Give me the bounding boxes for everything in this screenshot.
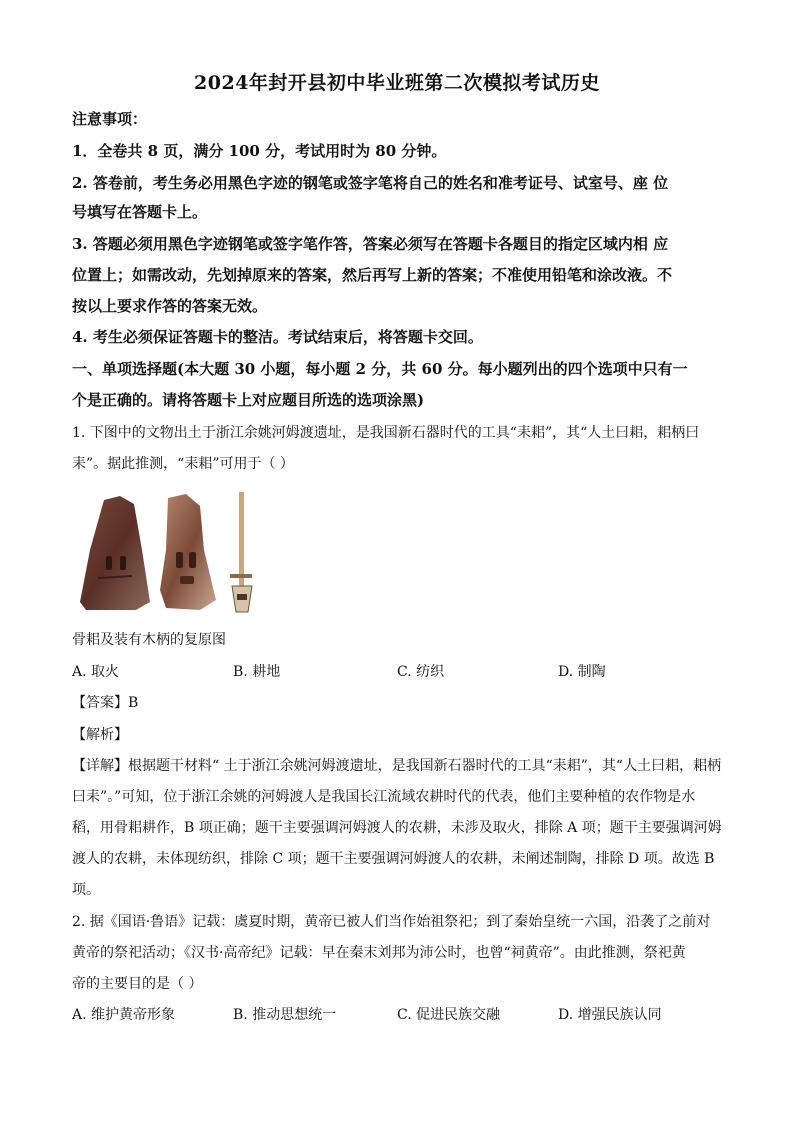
exam-title: 2024年封开县初中毕业班第二次模拟考试历史 [194,72,600,94]
detail-line: 稻，用骨耜耕作，B 项正确；题干主要强调河姆渡人的农耕，未涉及取火，排除 A 项；题干主要强调河姆 [72,820,722,836]
notice-line: 2. 答卷前，考生务必用黑色字迹的钢笔或签字笔将自己的姓名和准考证号、试室号、座 位 [72,174,669,192]
notice-line: 3. 答题必须用黑色字迹钢笔或签字笔作答，答案必须写在答题卡各题目的指定区域内相 应 [72,235,669,253]
bone-plough-front-view [80,496,150,610]
bone-plough-back-view [160,494,216,610]
option-b: B. 耕地 [233,664,281,680]
option-c: C. 纺织 [397,664,445,680]
question-2-stem: 帝的主要目的是（ ） [72,976,203,992]
notice-line: 号填写在答题卡上。 [72,203,208,221]
question-2-stem: 黄帝的祭祀活动；《汉书·高帝纪》记载：早在秦末刘邦为沛公时，也曾“祠黄帝”。由此推测，祭祀黄 [72,945,686,961]
notice-line: 4. 考生必须保证答题卡的整洁。考试结束后，将答题卡交回。 [72,328,483,346]
wooden-handle-reconstruction [230,492,252,612]
question-2-stem: 2. 据《国语·鲁语》记载：虞夏时期，黄帝已被人们当作始祖祭祀；到了秦始皇统一六国，沿袭了之前对 [72,914,711,930]
detail-line: 渡人的农耕，未体现纺织，排除 C 项；题干主要强调河姆渡人的农耕，未阐述制陶，排除 D 项。故选 B [72,851,715,867]
bone-plough-figure [76,490,276,620]
detail-line: 项。 [72,882,100,898]
notice-line: 1．全卷共 8 页，满分 100 分，考试用时为 80 分钟。 [72,142,447,160]
figure-caption: 骨耜及装有木柄的复原图 [72,632,226,648]
detail-line: 曰耒”。”可知，位于浙江余姚的河姆渡人是我国长江流域农耕时代的代表，他们主要种植的农作物是水 [72,789,696,805]
option-a: A. 取火 [72,664,120,680]
option-d: D. 制陶 [558,664,606,680]
notice-line: 位置上；如需改动，先划掉原来的答案，然后再写上新的答案；不准使用铅笔和涂改液。不 [72,266,673,284]
notice-heading: 注意事项： [72,110,148,128]
question-1-stem: 耒”。据此推测，“耒耜”可用于（ ） [72,456,294,472]
section-heading: 个是正确的。请将答题卡上对应题目所选的选项涂黑) [72,391,425,409]
option-b: B. 推动思想统一 [233,1007,337,1023]
question-1-stem: 1. 下图中的文物出土于浙江余姚河姆渡遗址，是我国新石器时代的工具“耒耜”，其“人土曰耜，耜柄曰 [72,425,700,441]
option-c: C. 促进民族交融 [397,1007,501,1023]
analysis-label: 【解析】 [72,727,128,743]
answer-label: 【答案】B [72,695,139,711]
option-d: D. 增强民族认同 [558,1007,662,1023]
section-heading: 一、单项选择题(本大题 30 小题，每小题 2 分，共 60 分。每小题列出的四个选项中只有一 [72,360,688,378]
detail-line: 【详解】根据题干材料“ 土于浙江余姚河姆渡遗址，是我国新石器时代的工具“耒耜”，其“人土曰耜，耜柄 [72,758,722,774]
notice-line: 按以上要求作答的答案无效。 [72,297,268,315]
option-a: A. 维护黄帝形象 [72,1007,176,1023]
